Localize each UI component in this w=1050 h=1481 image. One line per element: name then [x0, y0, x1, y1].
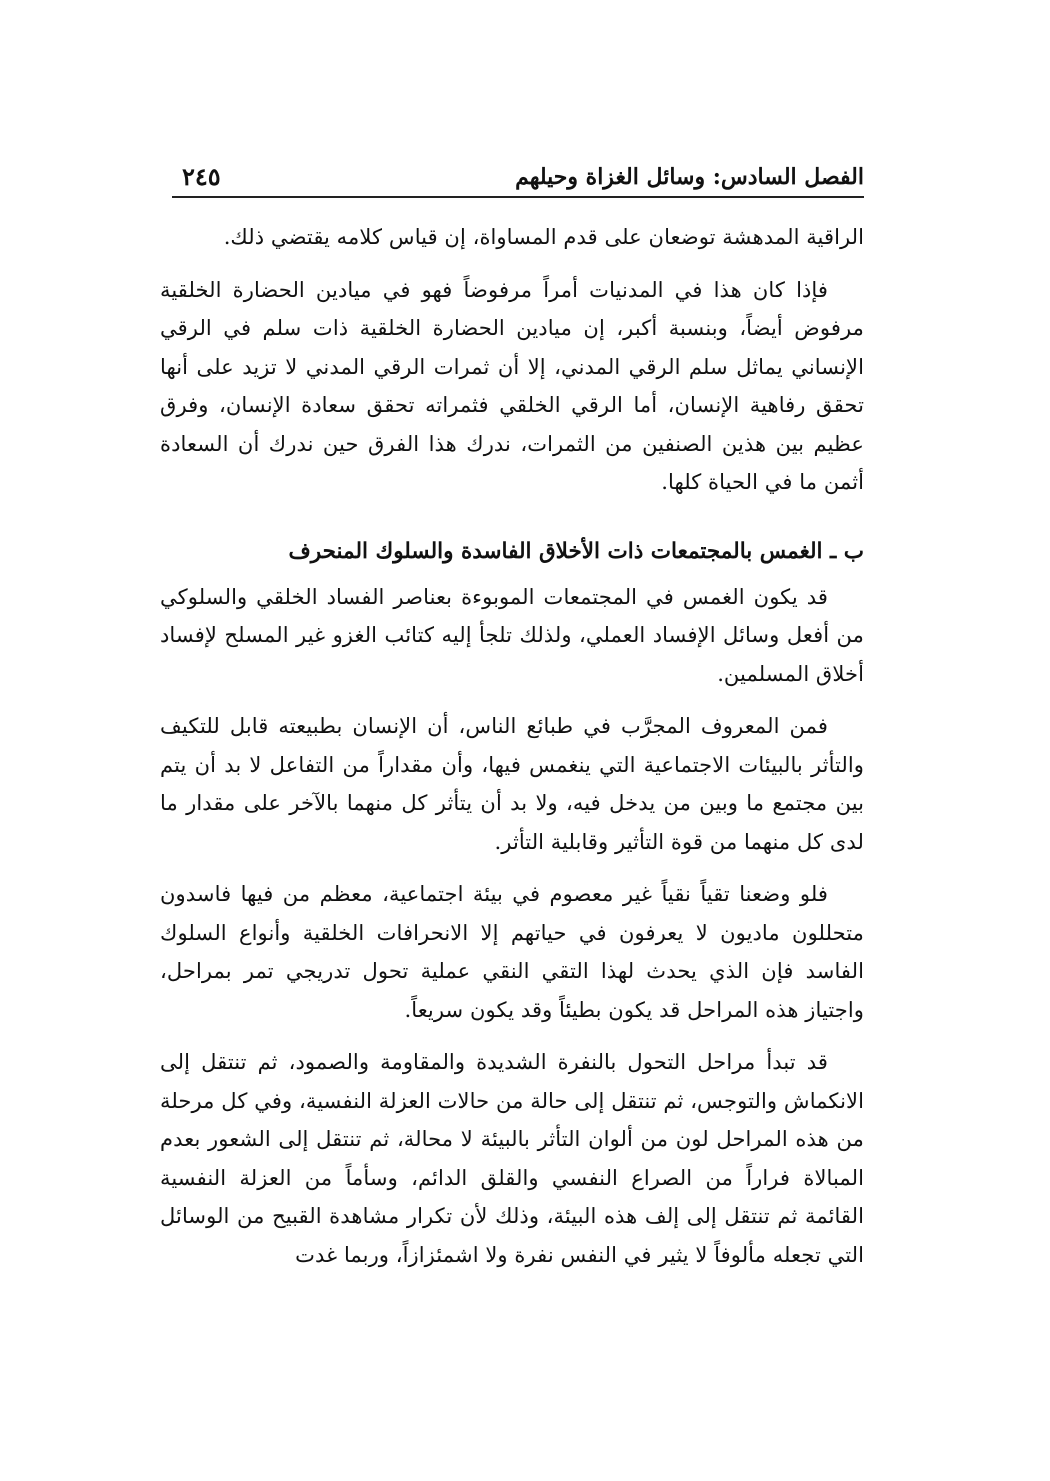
paragraph-6: قد تبدأ مراحل التحول بالنفرة الشديدة والمقاومة والصمود، ثم تنتقل إلى الانكماش والتوجس، ثم تنتقل إلى حالة من حالات العزلة النفسية، وفي كل مرحلة من هذه المراحل لون من ألوان التأثر بالبيئة لا محالة، ثم تنتقل إلى الشعور بعدم المبالاة فراراً من الصراع النفسي والقلق الدائم، وسأماً من العزلة النفسية القائمة ثم تنتقل إلى إلف هذه البيئة، وذلك لأن تكرار مشاهدة القبيح من الوسائل التي تجعله مألوفاً لا يثير في النفس نفرة ولا اشمئزازاً، وربما غدت: [160, 1049, 864, 1267]
section-heading-b: ب ـ الغمس بالمجتمعات ذات الأخلاق الفاسدة والسلوك المنحرف: [288, 538, 864, 564]
chapter-title: الفصل السادس: وسائل الغزاة وحيلهم: [515, 164, 864, 190]
page-number: ٢٤٥: [182, 162, 221, 191]
paragraph-5: فلو وضعنا تقياً نقياً غير معصوم في بيئة اجتماعية، معظم من فيها فاسدون متحللون ماديون لا يعرفون في حياتهم إلا الانحرافات الخلقية وأنواع السلوك الفاسد فإن الذي يحدث لهذا التقي النقي عملية تحول تدريجي تمر بمراحل، واجتياز هذه المراحل قد يكون بطيئاً وقد يكون سريعاً.: [160, 881, 864, 1022]
running-header: [172, 160, 864, 198]
paragraph-4: فمن المعروف المجرَّب في طبائع الناس، أن الإنسان بطبيعته قابل للتكيف والتأثر بالبيئات الاجتماعية التي ينغمس فيها، وأن مقداراً من التفاعل لا بد أن يتم بين مجتمع ما وبين من يدخل فيه، ولا بد أن يتأثر كل منهما بالآخر على مقدار ما لدى كل منهما من قوة التأثير وقابلية التأثر.: [160, 713, 864, 854]
body-text: [160, 218, 864, 1288]
paragraph-2: فإذا كان هذا في المدنيات أمراً مرفوضاً فهو في ميادين الحضارة الخلقية مرفوض أيضاً، وبنسبة أكبر، إن ميادين الحضارة الخلقية ذات سلم في الرقي الإنساني يماثل سلم الرقي المدني، إلا أن ثمرات الرقي المدني لا تزيد على أنها تحقق رفاهية الإنسان، أما الرقي الخلقي فثمراته تحقق سعادة الإنسان، وفرق عظيم بين هذين الصنفين من الثمرات، ندرك هذا الفرق حين ندرك أن السعادة أثمن ما في الحياة كلها.: [160, 276, 864, 494]
paragraph-3: قد يكون الغمس في المجتمعات الموبوءة بعناصر الفساد الخلقي والسلوكي من أفعل وسائل الإفساد العملي، ولذلك تلجأ إليه كتائب الغزو غير المسلح لإفساد أخلاق المسلمين.: [160, 583, 864, 686]
paragraph-1: الراقية المدهشة توضعان على قدم المساواة، إن قياس كلامه يقتضي ذلك.: [223, 224, 864, 249]
